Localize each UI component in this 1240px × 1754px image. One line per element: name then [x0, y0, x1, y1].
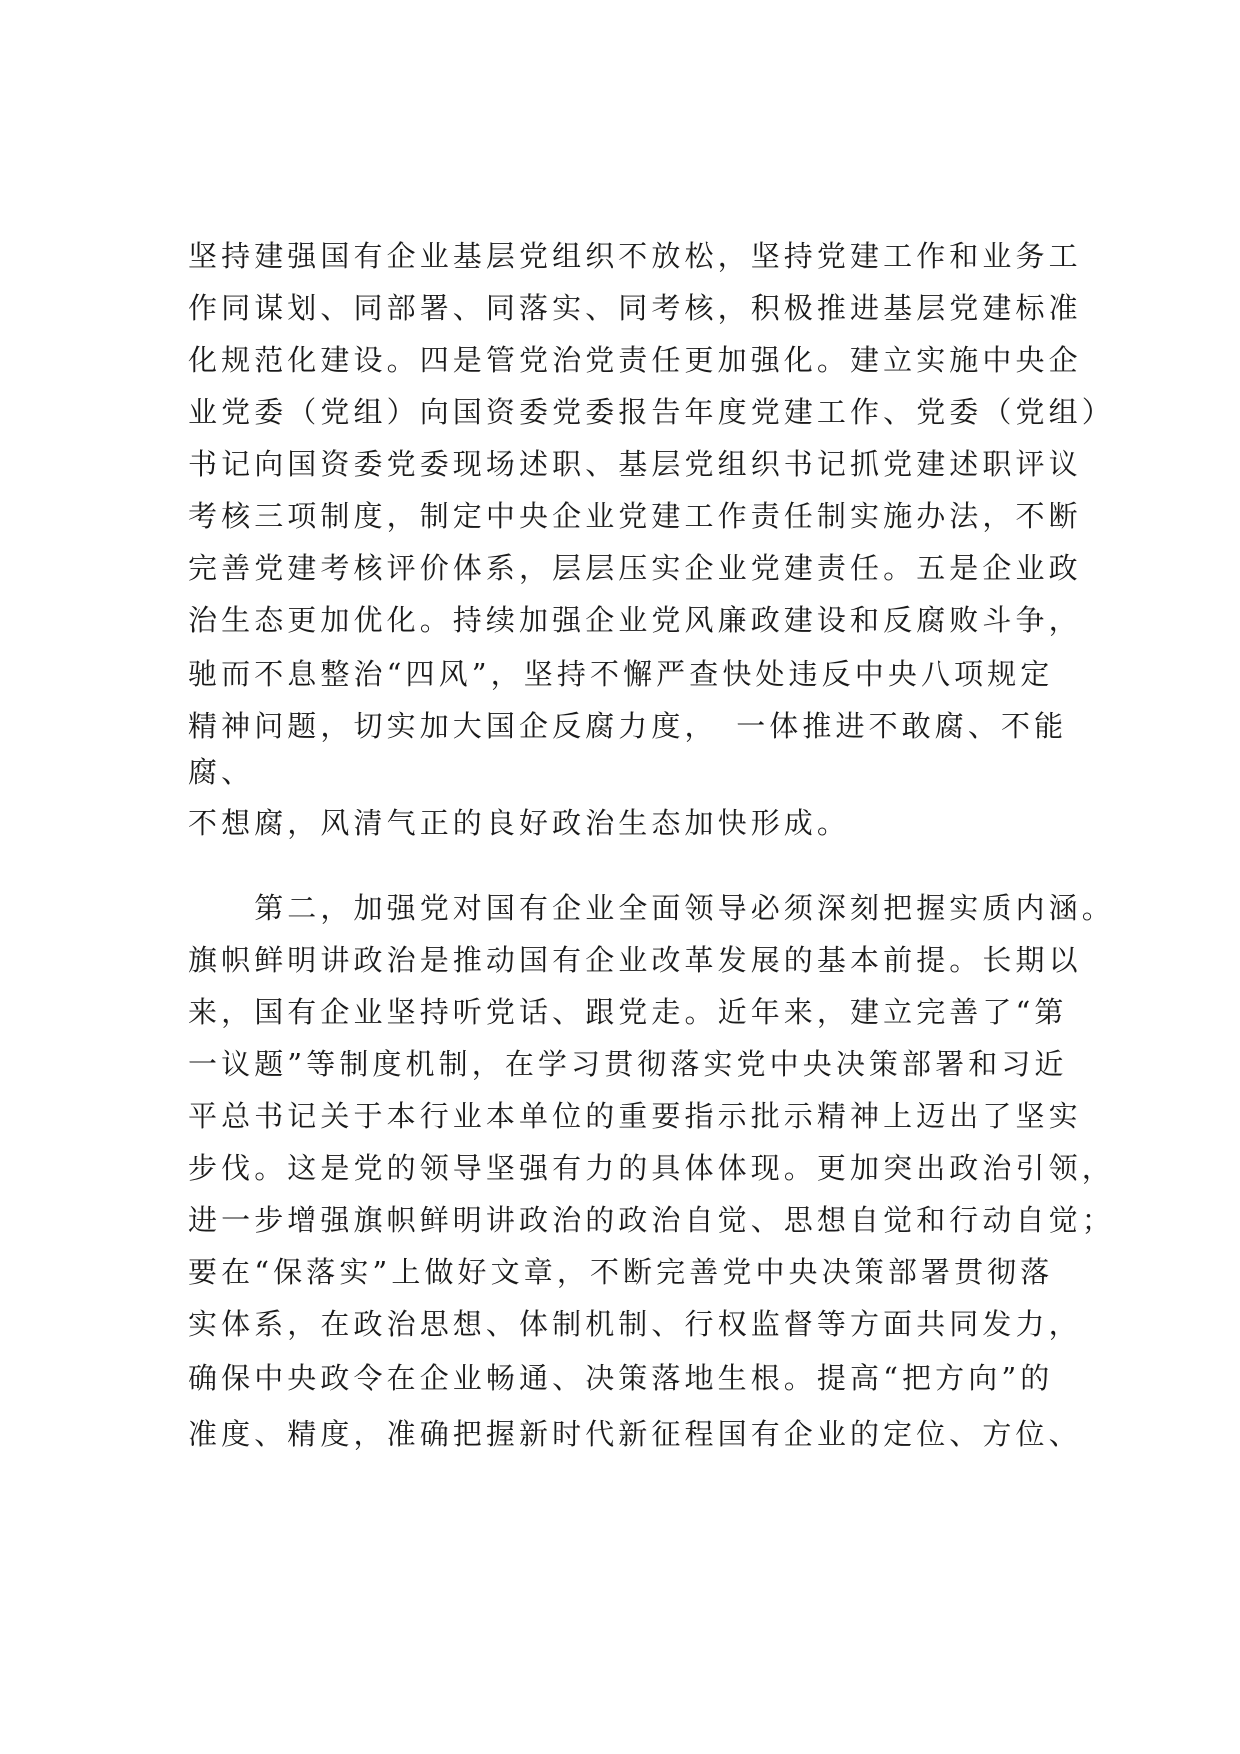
paragraph-2-line-4: 一议题”等制度机制，在学习贯彻落实党中央决策部署和习近: [188, 1047, 1068, 1081]
paragraph-2-line-2: 旗帜鲜明讲政治是推动国有企业改革发展的基本前提。长期以: [188, 943, 1082, 977]
paragraph-2-line-7: 进一步增强旗帜鲜明讲政治的政治自觉、思想自觉和行动自觉；: [188, 1203, 1115, 1237]
paragraph-2-line-6: 步伐。这是党的领导坚强有力的具体体现。更加突出政治引领，: [188, 1151, 1115, 1185]
paragraph-2-line-10: 确保中央政令在企业畅通、决策落地生根。提高“把方向”的: [188, 1361, 1054, 1395]
paragraph-1-line-4: 业党委（党组）向国资委党委报告年度党建工作、党委（党组）: [188, 395, 1115, 429]
paragraph-1-line-10: 精神问题，切实加大国企反腐力度， 一体推进不敢腐、不能: [188, 709, 1068, 743]
paragraph-2-line-1: 第二，加强党对国有企业全面领导必须深刻把握实质内涵。: [188, 891, 1115, 925]
paragraph-1-line-1: 坚持建强国有企业基层党组织不放松，坚持党建工作和业务工: [188, 239, 1082, 273]
paragraph-1-line-6: 考核三项制度，制定中央企业党建工作责任制实施办法，不断: [188, 499, 1082, 533]
paragraph-1-line-11: 腐、: [188, 755, 255, 789]
paragraph-2-line-11: 准度、精度，准确把握新时代新征程国有企业的定位、方位、: [188, 1417, 1082, 1451]
paragraph-1-line-5: 书记向国资委党委现场述职、基层党组织书记抓党建述职评议: [188, 447, 1082, 481]
paragraph-1-line-8: 治生态更加优化。持续加强企业党风廉政建设和反腐败斗争，: [188, 603, 1082, 637]
paragraph-2-line-3: 来，国有企业坚持听党话、跟党走。近年来，建立完善了“第: [188, 995, 1068, 1029]
paragraph-1-line-12: 不想腐，风清气正的良好政治生态加快形成。: [188, 806, 851, 840]
paragraph-2-line-8: 要在“保落实”上做好文章，不断完善党中央决策部署贯彻落: [188, 1255, 1054, 1289]
paragraph-1-line-3: 化规范化建设。四是管党治党责任更加强化。建立实施中央企: [188, 343, 1082, 377]
paragraph-1-line-7: 完善党建考核评价体系，层层压实企业党建责任。五是企业政: [188, 551, 1082, 585]
paragraph-1-line-9: 驰而不息整治“四风”，坚持不懈严查快处违反中央八项规定: [188, 657, 1054, 691]
paragraph-2-line-5: 平总书记关于本行业本单位的重要指示批示精神上迈出了坚实: [188, 1099, 1082, 1133]
paragraph-2-line-9: 实体系，在政治思想、体制机制、行权监督等方面共同发力，: [188, 1307, 1082, 1341]
paragraph-1-line-2: 作同谋划、同部署、同落实、同考核，积极推进基层党建标准: [188, 291, 1082, 325]
